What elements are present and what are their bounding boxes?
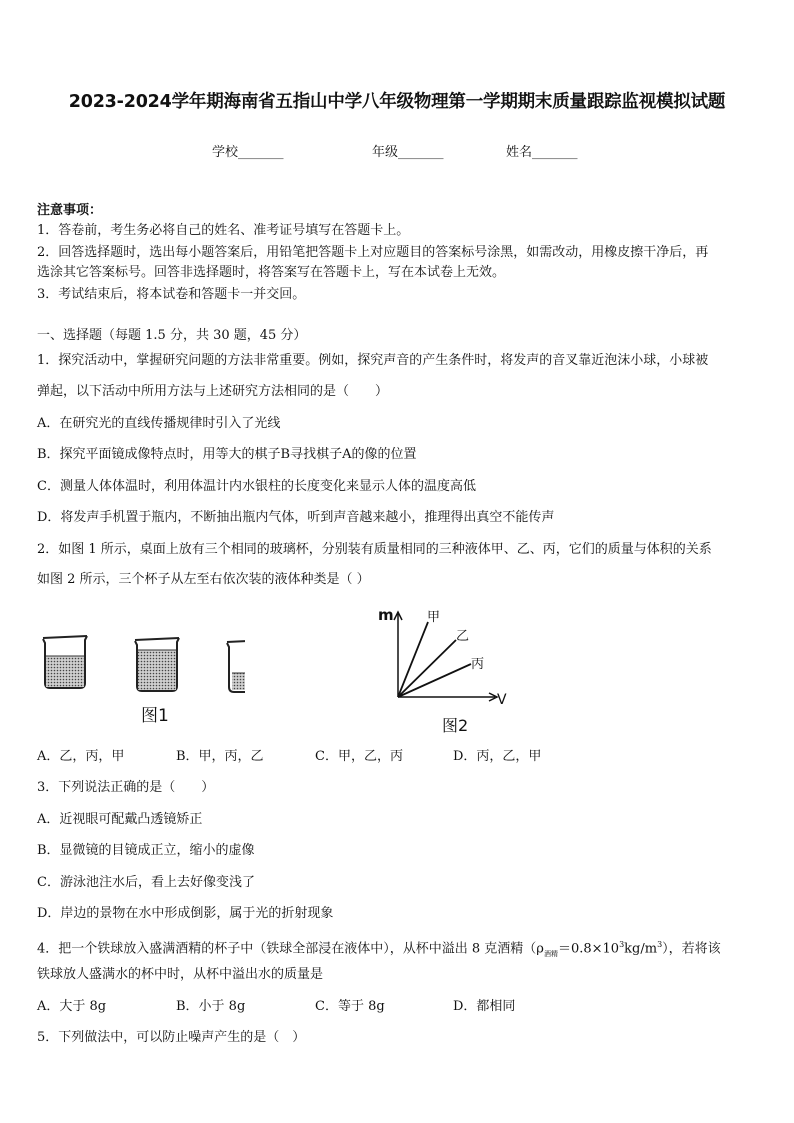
q4-rho-subscript: 酒精 [543,949,558,958]
beaker-right [227,640,245,692]
note-2-line-2: 选涂其它答案标号。回答非选择题时，将答案写在答题卡上，写在本试卷上无效。 [37,265,506,280]
q4-stem-part-2: ＝0.8×10 [557,941,620,957]
line-yi [398,640,456,697]
figure-1-beakers [35,603,245,733]
school-field: 学校_______ [212,145,284,160]
q3-option-d: D．岸边的景物在水中形成倒影，属于光的折射现象 [37,906,334,921]
q2-stem-line-1: 2．如图 1 所示，桌面上放有三个相同的玻璃杯，分别装有质量相同的三种液体甲、乙、丙，它们的质量与体积的关系 [37,542,712,557]
figure-1-label: 图1 [141,706,169,726]
grade-field: 年级_______ [372,145,444,160]
name-field: 姓名_______ [506,145,578,160]
q4-option-d: D．都相同 [453,999,516,1014]
q2-option-b: B．甲，丙，乙 [176,749,264,764]
q4-option-a: A．大于 8g [37,999,107,1014]
axis-v-label: V [497,692,507,708]
axis-m-label: m [378,606,394,624]
q4-option-b: B．小于 8g [176,999,246,1014]
label-yi: 乙 [456,629,470,644]
label-bing: 丙 [471,657,485,672]
beaker-middle [135,638,179,691]
q1-option-a: A．在研究光的直线传播规律时引入了光线 [37,416,281,431]
beaker-left [43,636,87,688]
q4-stem-part-4: ），若将该 [662,941,721,957]
q4-exponent: 3 [619,940,625,949]
q1-option-d: D．将发声手机置于瓶内，不断抽出瓶内气体，听到声音越来越小，推理得出真空不能传声 [37,510,555,525]
q4-stem-part-3: kg/m [624,941,658,957]
q4-stem-line-2: 铁球放人盛满水的杯中时，从杯中溢出水的质量是 [37,967,324,982]
figure-2-mv-graph [370,600,520,740]
section-heading: 一、选择题（每题 1.5 分，共 30 题，45 分） [37,328,307,343]
notes-heading: 注意事项： [37,203,103,218]
q4-stem-line-1 [37,936,721,963]
q4-unit-exponent: 3 [657,940,663,949]
q1-option-c: C．测量人体体温时，利用体温计内水银柱的长度变化来显示人体的温度高低 [37,479,476,494]
page-title: 2023-2024学年期海南省五指山中学八年级物理第一学期期末质量跟踪监视模拟试题 [68,92,726,112]
q5-stem: 5．下列做法中，可以防止噪声产生的是（ ） [37,1030,306,1045]
q3-option-c: C．游泳池注水后，看上去好像变浅了 [37,875,255,890]
q4-stem-part-1: 4．把一个铁球放入盛满酒精的杯子中（铁球全部浸在液体中），从杯中溢出 8 克酒精（ρ [37,941,544,957]
q3-option-b: B．显微镜的目镜成正立，缩小的虚像 [37,843,255,858]
q2-option-d: D．丙，乙，甲 [453,749,542,764]
q3-option-a: A．近视眼可配戴凸透镜矫正 [37,812,203,827]
figure-2-label: 图2 [442,716,469,735]
note-3: 3．考试结束后，将本试卷和答题卡一并交回。 [37,287,306,302]
q3-stem: 3．下列说法正确的是（ ） [37,780,215,795]
q4-option-c: C．等于 8g [315,999,385,1014]
q2-option-a: A．乙，丙，甲 [37,749,125,764]
q1-stem-line-2: 弹起，以下活动中所用方法与上述研究方法相同的是（ ） [37,384,389,399]
q1-option-b: B．探究平面镜成像特点时，用等大的棋子B寻找棋子A的像的位置 [37,447,417,462]
note-1: 1．答卷前，考生务必将自己的姓名、准考证号填写在答题卡上。 [37,223,410,238]
note-2-line-1: 2．回答选择题时，选出每小题答案后，用铅笔把答题卡上对应题目的答案标号涂黑，如需改动，用橡皮擦干净后，再 [37,245,709,260]
q2-stem-line-2: 如图 2 所示，三个杯子从左至右依次装的液体种类是（ ） [37,572,370,587]
q1-stem-line-1: 1．探究活动中，掌握研究问题的方法非常重要。例如，探究声音的产生条件时，将发声的音叉靠近泡沫小球，小球被 [37,353,709,368]
label-jia: 甲 [427,610,441,625]
q2-option-c: C．甲，乙，丙 [315,749,403,764]
